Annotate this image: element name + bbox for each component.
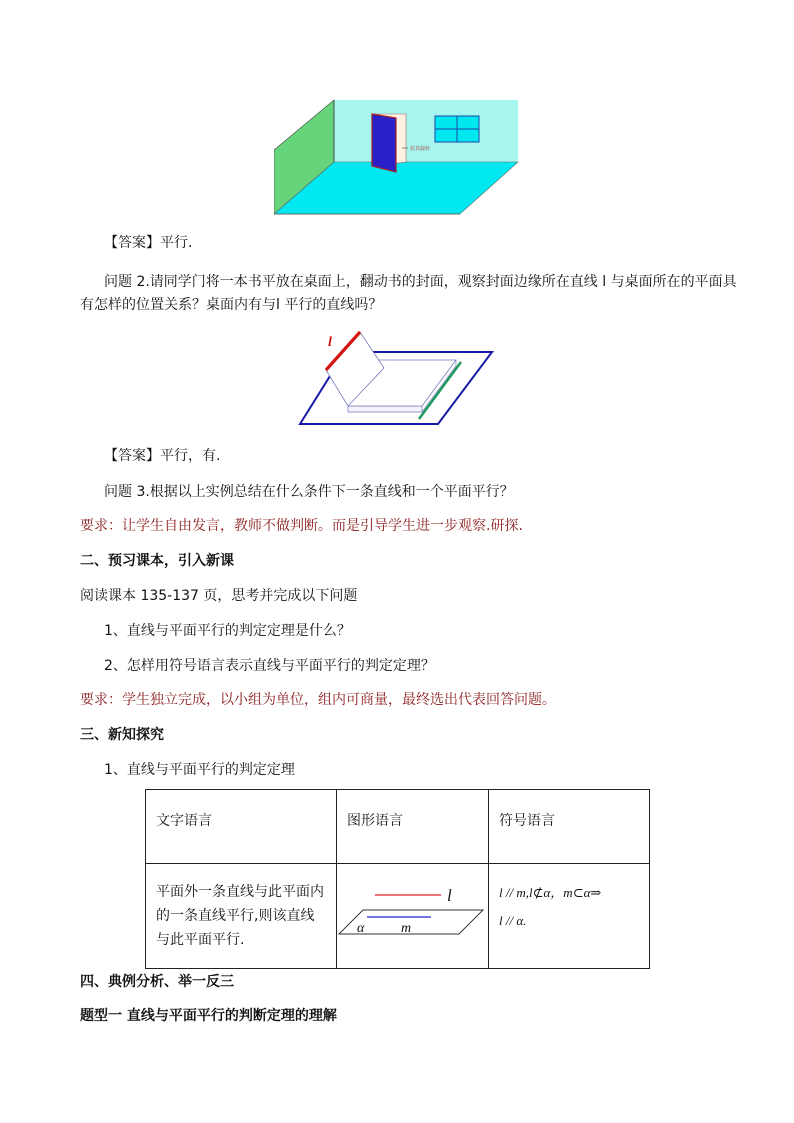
cell-symbol-language <box>489 864 650 969</box>
answer-1: 【答案】平行. <box>104 235 193 251</box>
section-2-item-2: 2、怎样用符号语言表示直线与平面平行的判定定理？ <box>104 658 435 674</box>
section-2-intro: 阅读课本 135-137 页，思考并完成以下问题 <box>80 588 358 604</box>
header-symbol-language: 符号语言 <box>489 790 650 864</box>
section-4-title: 四、典例分析、举一反三 <box>80 974 234 990</box>
section-3-title: 三、新知探究 <box>80 727 164 743</box>
symbol-line-2: l // α. <box>499 913 527 928</box>
fig-label-l: l <box>447 886 452 905</box>
door-label: 拉其旋转 <box>410 146 431 152</box>
book-table-figure <box>298 330 494 426</box>
requirement-2: 要求：学生独立完成，以小组为单位，组内可商量，最终选出代表回答问题。 <box>80 692 556 708</box>
theorem-table <box>145 789 650 969</box>
header-figure-language: 图形语言 <box>337 790 489 864</box>
type-1-title: 题型一 直线与平面平行的判断定理的理解 <box>80 1008 337 1024</box>
door <box>372 114 396 172</box>
requirement-1: 要求：让学生自由发言，教师不做判断。而是引导学生进一步观察.研探. <box>80 518 523 534</box>
section-3-item-1: 1、直线与平面平行的判定定理 <box>104 762 295 778</box>
symbol-line-1: l // m,l⊄α，m⊂α⇒ <box>499 885 602 900</box>
answer-2: 【答案】平行，有. <box>104 448 221 464</box>
section-2-title: 二、预习课本，引入新课 <box>80 553 234 569</box>
question-2-line2: 有怎样的位置关系？桌面内有与l 平行的直线吗？ <box>80 297 383 313</box>
book-pages-side <box>348 406 422 412</box>
fig-label-m: m <box>401 921 412 936</box>
cell-figure-language <box>337 864 489 969</box>
fig-label-alpha: α <box>357 921 365 936</box>
room-door-figure <box>274 98 520 216</box>
question-2-line1: 问题 2.请同学门将一本书平放在桌面上，翻动书的封面，观察封面边缘所在直线 l 与桌面所在的平面具 <box>104 274 737 290</box>
plane-lines-figure <box>337 864 487 964</box>
cell-text-language: 平面外一条直线与此平面内 的一条直线平行,则该直线 与此平面平行. <box>146 864 337 969</box>
question-3: 问题 3.根据以上实例总结在什么条件下一条直线和一个平面平行？ <box>104 484 514 500</box>
header-text-language: 文字语言 <box>146 790 337 864</box>
back-wall <box>334 100 518 162</box>
section-2-item-1: 1、直线与平面平行的判定定理是什么？ <box>104 623 351 639</box>
label-l: l <box>328 335 332 350</box>
